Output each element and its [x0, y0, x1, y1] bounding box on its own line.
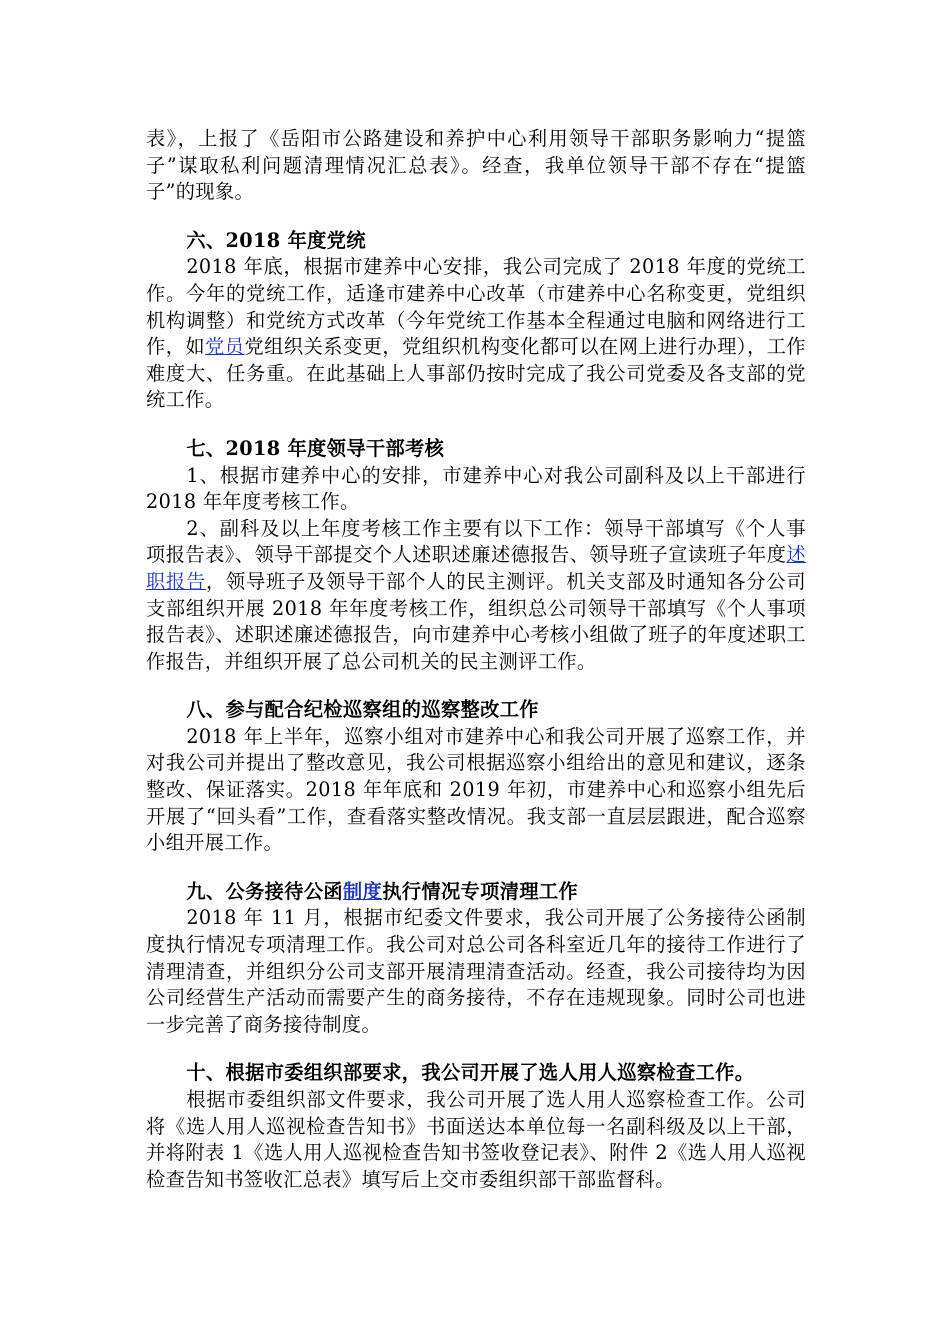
- section-9-heading-b: 执行情况专项清理工作: [382, 879, 579, 903]
- party-member-link[interactable]: 党员: [205, 335, 245, 359]
- section-8-heading: 八、参与配合纪检巡察组的巡察整改工作: [186, 698, 539, 722]
- section-6-text-a: 2018 年底，根据市建养中心安排，我公司完成了 2018 年度的党统工作。今年的党统工作，适逢市建养中心改革（市建养中心名称变更，党组织机构调整）和党统方式改革（今年党统工作基本全程通过电脑和网络进行工作，如: [146, 255, 806, 359]
- section-7-text-b: ，领导班子及领导干部个人的民主测评。机关支部及时通知各分公司支部组织开展 2018 年年度考核工作，组织总公司领导干部填写《个人事项报告表》、述职述廉述德报告，向市建养中心考核小组做了班子的年度述职工作报告，并组织开展了总公司机关的民主测评工作。: [146, 569, 807, 673]
- section-9-heading: [146, 879, 806, 906]
- section-7-text-a: 2、副科及以上年度考核工作主要有以下工作：领导干部填写《个人事项报告表》、领导干部提交个人述职述廉述德报告、领导班子宣读班子年度: [146, 516, 806, 567]
- section-6-heading: 六、2018 年度党统: [186, 228, 366, 252]
- section-6-text-b: 党组织关系变更，党组织机构变化都可以在网上进行办理），工作难度大、任务重。在此基础上人事部仍按时完成了我公司党委及各支部的党统工作。: [146, 335, 806, 412]
- intro-paragraph: 表》，上报了《岳阳市公路建设和养护中心利用领导干部职务影响力“提篮子”谋取私利问题清理情况汇总表》。经查，我单位领导干部不存在“提篮子”的现象。: [146, 127, 806, 204]
- section-10-paragraph: 根据市委组织部文件要求，我公司开展了选人用人巡察检查工作。公司将《选人用人巡视检查告知书》书面送达本单位每一名副科级及以上干部，并将附表 1《选人用人巡视检查告知书签收登记表》、附件 2《选人用人巡视检查告知书签收汇总表》填写后上交市委组织部干部监督科。: [146, 1088, 806, 1191]
- section-7-paragraph-1: 1、根据市建养中心的安排，市建养中心对我公司副科及以上干部进行 2018 年年度考核工作。: [146, 463, 806, 514]
- section-9-paragraph: 2018 年 11 月，根据市纪委文件要求，我公司开展了公务接待公函制度执行情况专项清理工作。我公司对总公司各科室近几年的接待工作进行了清理清查，并组织分公司支部开展清理清查活动。经查，我公司接待均为因公司经营生产活动而需要产生的商务接待，不存在违规现象。同时公司也进一步完善了商务接待制度。: [146, 906, 806, 1036]
- section-10-heading: 十、根据市委组织部要求，我公司开展了选人用人巡察检查工作。: [186, 1061, 755, 1085]
- section-7-heading: 七、2018 年度领导干部考核: [186, 436, 445, 460]
- section-7-paragraph-2: [146, 516, 806, 676]
- section-8-paragraph: 2018 年上半年，巡察小组对市建养中心和我公司开展了巡察工作，并对我公司并提出了整改意见，我公司根据巡察小组给出的意见和建议，逐条整改、保证落实。2018 年年底和 2019 年初，市建养中心和巡察小组先后开展了“回头看”工作，查看落实整改情况。我支部一直层层跟进，配合巡察小组开展工作。: [146, 724, 806, 855]
- section-6-paragraph: [146, 254, 806, 414]
- system-link[interactable]: 制度: [343, 879, 383, 903]
- document-body: [146, 126, 806, 1193]
- report-link[interactable]: 述职报告: [146, 543, 806, 593]
- section-9-heading-a: 九、公务接待公函: [186, 879, 344, 903]
